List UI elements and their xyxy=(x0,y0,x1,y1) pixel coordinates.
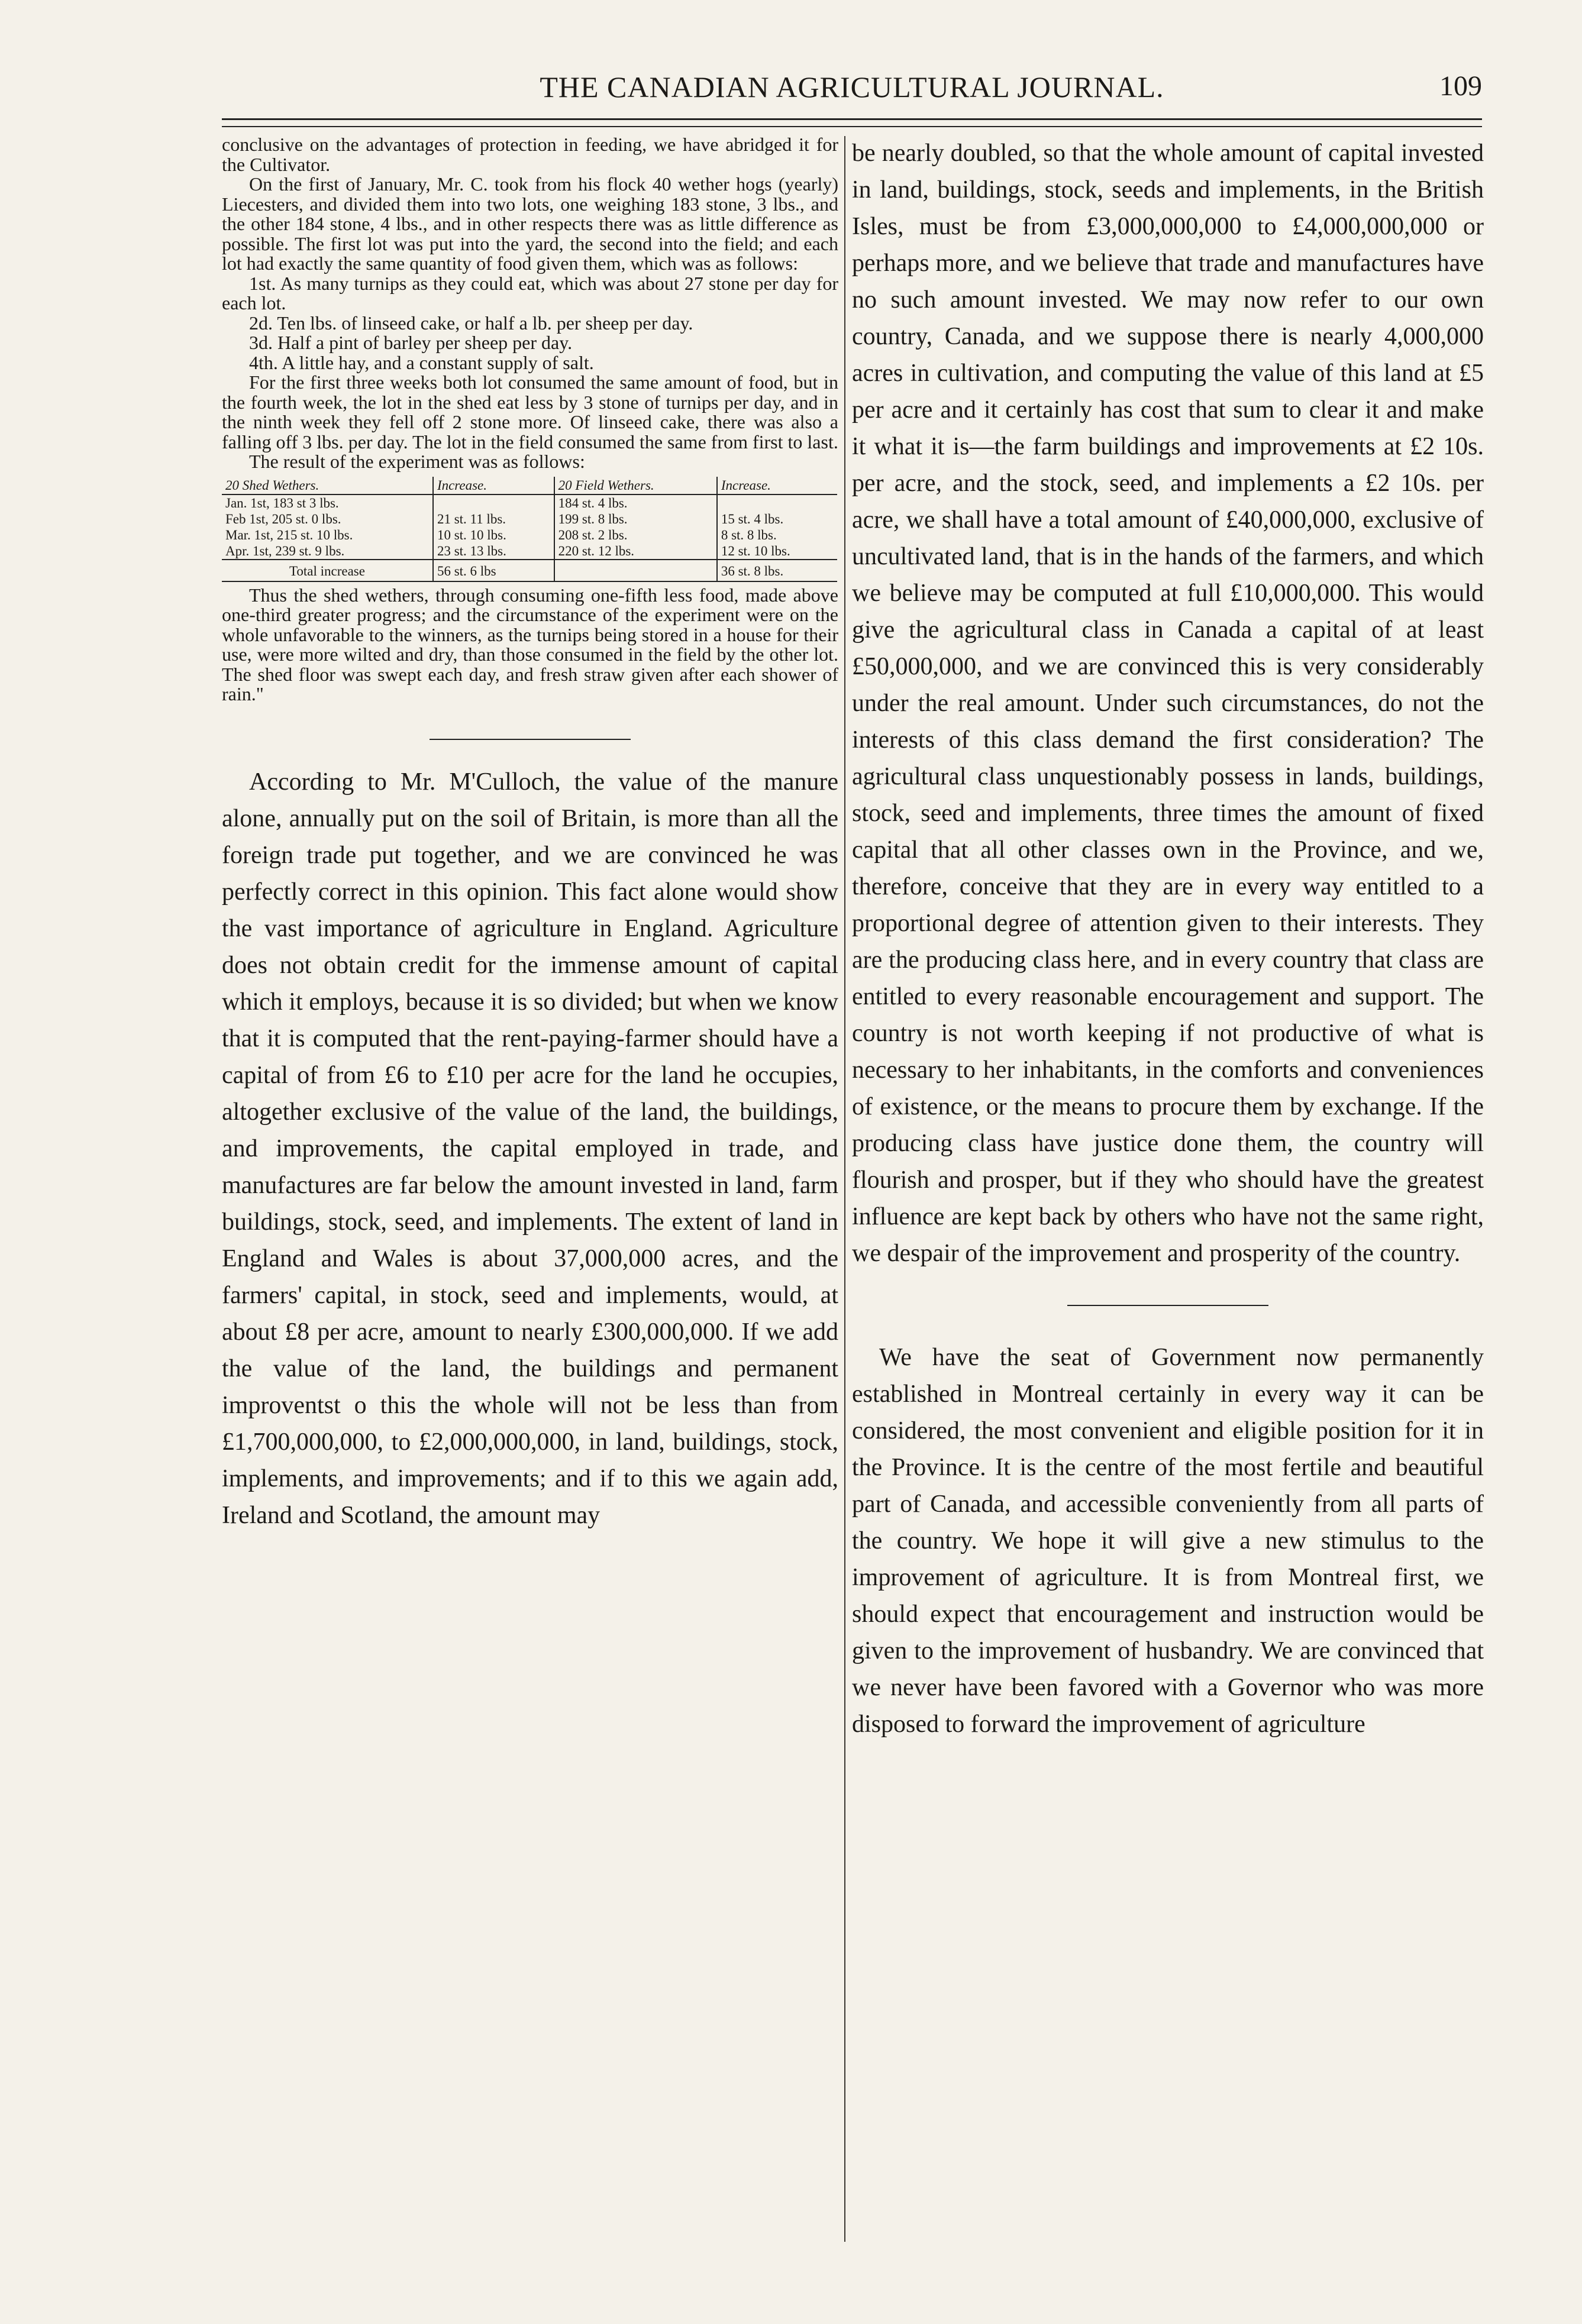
capital-paragraph: be nearly doubled, so that the whole amount of capital invested in land, buildings, stock, seeds and implements, in the British Isles, must be from £3,000,000,000 to £4,000,000,000 or perhaps more, and we believe that trade and manufactures have no such amount invested. We may now refer to our own country, Canada, and we suppose there is nearly 4,000,000 acres in cultivation, and computing the value of this land at £5 per acre and it certainly has cost that sum to clear it and make it what it is—the farm buildings and improvements at £2 10s. per acre, and the stock, seed, and implements a £2 10s. per acre, we shall have a total amount of £40,000,000, exclusive of uncultivated land, that is in the hands of the farmers, and which we believe may be computed at full £10,000,000. This would give the agricultural class in Canada a capital of at least £50,000,000, and we are convinced this is very considerably under the real amount. Under such circumstances, do not the interests of this class demand the first consideration? The agricultural class unquestionably possess in lands, buildings, stock, seed and implements, three times the amount of fixed capital that all other classes own in the Province, and we, therefore, conceive that they are in every way entitled to a proportional degree of attention given to their interests. They are the producing class here, and in every country that class are entitled to every reasonable encouragement and support. The country is not worth keeping if not productive of what is necessary to her inhabitants, in the comforts and conveniences of existence, or the means to procure them by exchange. If the producing class have justice done them, the country will flourish and prosper, but if they who should have the greatest influence are kept back by others who have not the same right, we despair of the improvement and prosperity of the country. xyxy=(852,140,1484,1267)
table-header-row xyxy=(222,477,837,494)
running-header xyxy=(222,66,1482,114)
total-label: Total increase xyxy=(222,560,433,581)
table-header: 20 Field Wethers. xyxy=(554,477,717,494)
table-row xyxy=(222,511,837,527)
total-shed: 56 st. 6 lbs xyxy=(433,560,554,581)
table-cell: Feb 1st, 205 st. 0 lbs. xyxy=(222,511,433,527)
experiment-paragraph: On the first of January, Mr. C. took from his flock 40 wether hogs (yearly) Liecesters, and divided them into two lots, one weighing 183 stone, 3 lbs., and the other 184 stone, 4 lbs., and in other respects there was as little difference as possible. The first lot was put into the yard, the second into the field; and each lot had exactly the same quantity of food given them, which was as follows: xyxy=(222,173,838,274)
article-continuation xyxy=(852,135,1484,1272)
conclusion-paragraph: Thus the shed wethers, through consuming one-fifth less food, made above one-third greater progress; and the circumstance of the experiment were on the whole unfavorable to the winners, as the turnips being stored in a house for their use, were more wilted and dry, than those consumed in the field by the other lot. The shed floor was swept each day, and fresh straw given after each shower of rain." xyxy=(222,584,838,704)
table-header: Increase. xyxy=(717,477,837,494)
table-cell xyxy=(433,494,554,511)
section-divider xyxy=(1067,1305,1268,1306)
quoted-experiment xyxy=(222,135,838,704)
table-cell xyxy=(554,560,717,581)
table-cell: 220 st. 12 lbs. xyxy=(554,543,717,560)
feed-item-2: 2d. Ten lbs. of linseed cake, or half a lb. per sheep per day. xyxy=(249,312,693,334)
government-article xyxy=(852,1339,1484,1743)
article-body xyxy=(222,764,838,1534)
right-column xyxy=(852,135,1484,1743)
left-column xyxy=(222,135,838,1534)
intro-text: conclusive on the advantages of protection in feeding, we have abridged it for the Cultivator. xyxy=(222,134,838,175)
feed-item-4: 4th. A little hay, and a constant supply of salt. xyxy=(249,351,594,373)
table-cell xyxy=(717,494,837,511)
table-total-row xyxy=(222,560,837,581)
total-field: 36 st. 8 lbs. xyxy=(717,560,837,581)
result-intro: The result of the experiment was as follows: xyxy=(249,451,585,472)
table-cell: 21 st. 11 lbs. xyxy=(433,511,554,527)
table-cell: 184 st. 4 lbs. xyxy=(554,494,717,511)
header-rule xyxy=(222,118,1482,127)
feed-item-1: 1st. As many turnips as they could eat, which was about 27 stone per day for each lot. xyxy=(222,272,838,313)
consumption-paragraph: For the first three weeks both lot consumed the same amount of food, but in the fourth week, the lot in the shed eat less by 3 stone of turnips per day, and in the ninth week they fell off 2 stone more. Of linseed cake, there was also a falling off 3 lbs. per day. The lot in the field consumed the same from first to last. xyxy=(222,371,838,452)
table-cell: 10 st. 10 lbs. xyxy=(433,527,554,543)
article-paragraph: According to Mr. M'Culloch, the value of the manure alone, annually put on the soil of Britain, is more than all the foreign trade put together, and we are convinced he was perfectly correct in this opinion. This fact alone would show the vast importance of agriculture in England. Agriculture does not obtain credit for the immense amount of capital which it employs, because it is so divided; but when we know that it is computed that the rent-paying-farmer should have a capital of from £6 to £10 per acre for the land he occupies, altogether exclusive of the value of the land, the buildings, and improvements, the capital employed in trade, and manufactures are far below the amount invested in land, farm buildings, stock, seed, and implements. The extent of land in England and Wales is about 37,000,000 acres, and the farmers' capital, in stock, seed and implements, would, at about £8 per acre, amount to nearly £300,000,000. If we add the value of the land, the buildings and permanent improventst o this the whole will not be less than from £1,700,000,000, to £2,000,000,000, in land, buildings, stock, implements, and improvements; and if to this we again add, Ireland and Scotland, the amount may xyxy=(222,768,838,1529)
table-row xyxy=(222,494,837,511)
table-cell: 8 st. 8 lbs. xyxy=(721,527,777,542)
wethers-table xyxy=(222,477,837,582)
table-cell: 15 st. 4 lbs. xyxy=(721,511,784,526)
feed-item-3: 3d. Half a pint of barley per sheep per day. xyxy=(249,332,573,353)
table-header: Increase. xyxy=(433,477,554,494)
journal-title: THE CANADIAN AGRICULTURAL JOURNAL. xyxy=(540,70,1164,104)
table-cell: Apr. 1st, 239 st. 9 lbs. xyxy=(222,543,433,560)
table-header: 20 Shed Wethers. xyxy=(222,477,433,494)
table-cell: Mar. 1st, 215 st. 10 lbs. xyxy=(222,527,433,543)
section-divider xyxy=(430,739,631,740)
table-cell: Jan. 1st, 183 st 3 lbs. xyxy=(222,494,433,511)
table-cell: 12 st. 10 lbs. xyxy=(721,543,790,558)
table-cell: 199 st. 8 lbs. xyxy=(554,511,717,527)
table-row xyxy=(222,543,837,560)
table-row xyxy=(222,527,837,543)
table-cell: 23 st. 13 lbs. xyxy=(433,543,554,560)
government-paragraph: We have the seat of Government now permanently established in Montreal certainly in every way it can be considered, the most convenient and eligible position for it in the Province. It is the centre of the most fertile and beautiful part of Canada, and accessible conveniently from all parts of the country. We hope it will give a new stimulus to the improvement of agriculture. It is from Montreal first, we should expect that encouragement and instruction would be given to the improvement of husbandry. We are convinced that we never have been favored with a Governor who was more disposed to forward the improvement of agriculture xyxy=(852,1344,1484,1738)
page-number: 109 xyxy=(1439,70,1482,102)
table-cell: 208 st. 2 lbs. xyxy=(554,527,717,543)
column-separator xyxy=(844,136,845,2242)
